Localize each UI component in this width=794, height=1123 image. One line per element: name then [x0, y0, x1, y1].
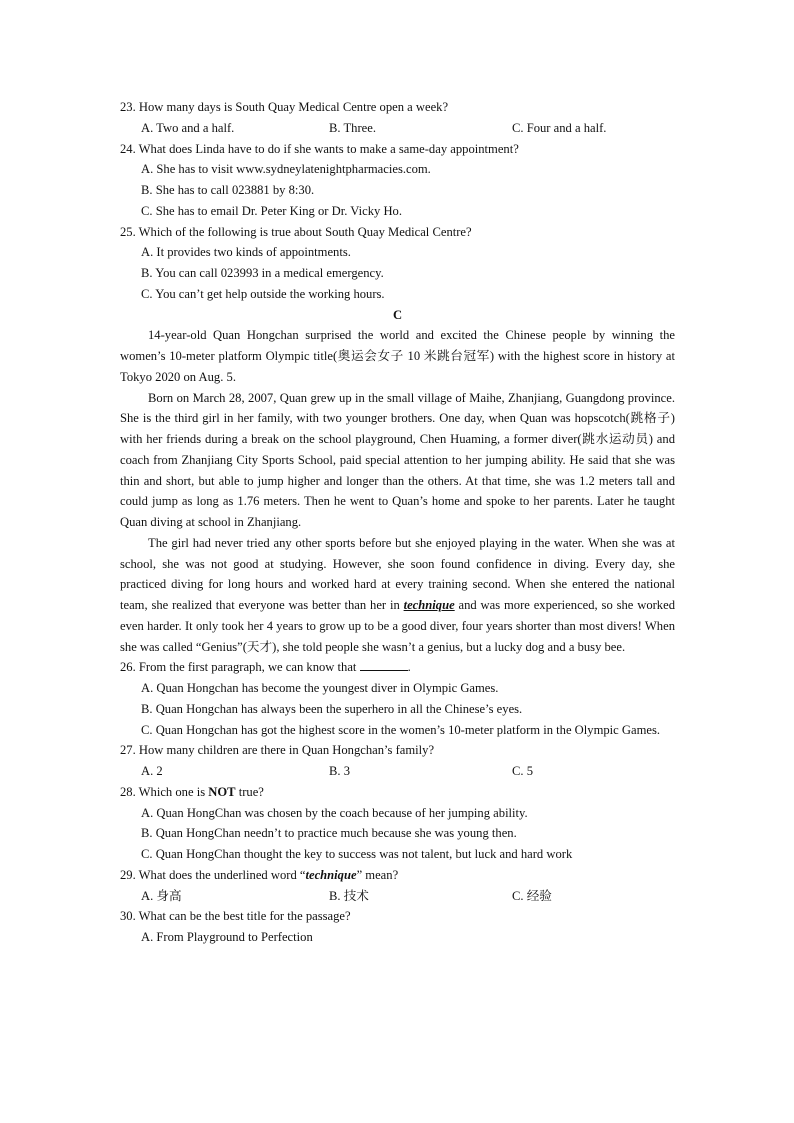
- option-27a: A. 2: [141, 764, 163, 778]
- option-28a: A. Quan HongChan was chosen by the coach because of her jumping ability.: [141, 805, 528, 820]
- option-29b: B. 技术: [329, 888, 369, 903]
- options-29: [120, 886, 675, 907]
- option-28c: C. Quan HongChan thought the key to success was not talent, but luck and hard work: [141, 847, 573, 861]
- option-24a: A. She has to visit www.sydneylatenightpharmacies.com.: [141, 162, 431, 177]
- option-26c: C. Quan Hongchan has got the highest score in the women’s 10-meter platform in the Olympic Games.: [141, 722, 661, 737]
- section-heading: C: [392, 307, 403, 322]
- option-30a: A. From Playground to Perfection: [141, 930, 313, 944]
- option-28b: B. Quan HongChan needn’t to practice much because she was young then.: [141, 826, 517, 841]
- option-29c: C. 经验: [512, 888, 552, 903]
- answer-blank: [360, 658, 408, 671]
- underlined-word: technique: [403, 598, 455, 612]
- question-29-post: ” mean?: [356, 867, 399, 882]
- question-24: 24. What does Linda have to do if she wants to make a same-day appointment?: [120, 141, 519, 156]
- question-28-post: true?: [235, 784, 264, 799]
- question-28-pre: 28. Which one is: [120, 784, 209, 799]
- option-26b: B. Quan Hongchan has always been the superhero in all the Chinese’s eyes.: [141, 701, 523, 716]
- question-25: 25. Which of the following is true about South Quay Medical Centre?: [120, 224, 472, 239]
- question-27: 27. How many children are there in Quan Hongchan’s family?: [120, 743, 435, 758]
- paragraph-1: 14-year-old Quan Hongchan surprised the world and excited the Chinese people by winning the women’s 10-meter platform Olympic title(奥运会女子 10 米跳台冠军) with the highest score in history at Tokyo 2020 on Aug. 5.: [120, 328, 675, 384]
- paragraph-3: [120, 533, 675, 658]
- question-26-stem: 26. From the first paragraph, we can know that: [120, 660, 357, 675]
- question-29-pre: 29. What does the underlined word “: [120, 867, 306, 882]
- option-29a: A. 身高: [141, 888, 182, 903]
- exam-page: [120, 97, 675, 948]
- option-26a: A. Quan Hongchan has become the youngest diver in Olympic Games.: [141, 681, 499, 695]
- option-25b: B. You can call 023993 in a medical emergency.: [141, 266, 384, 280]
- question-30: 30. What can be the best title for the passage?: [120, 909, 351, 924]
- option-24c: C. She has to email Dr. Peter King or Dr. Vicky Ho.: [141, 203, 402, 218]
- option-23a: A. Two and a half.: [141, 120, 235, 135]
- paragraph-3-before: The girl had never tried any other sports before but she enjoyed playing in the water. When she was at school, she was not good at studying. However, she soon found confidence in diving. Every day, she practiced diving for long hours and worked hard at every training second. When she entered the national team, she realized that everyone was better than her in: [120, 535, 675, 612]
- option-27c: C. 5: [512, 764, 533, 778]
- question-29-word: technique: [305, 867, 357, 882]
- question-26: 26. From the first paragraph, we can know that .: [120, 660, 411, 675]
- question-28-bold: NOT: [208, 784, 236, 799]
- option-23c: C. Four and a half.: [512, 120, 607, 135]
- options-23: [120, 118, 675, 139]
- option-27b: B. 3: [329, 764, 350, 778]
- option-24b: B. She has to call 023881 by 8:30.: [141, 183, 315, 197]
- question-29: [120, 865, 675, 886]
- paragraph-2: Born on March 28, 2007, Quan grew up in the small village of Maihe, Zhanjiang, Guangdong province. She is the third girl in her family, with two younger brothers. One day, when Quan was hopscotch(跳格子) with her friends during a break on the school playground, Chen Huaming, a former diver(跳水运动员) and coach from Zhanjiang City Sports School, paid special attention to her jumping ability. He said that she was thin and short, but able to jump higher and longer than the others. At that time, she was 1.2 meters tall and could jump as long as 1.76 meters. Then he went to Quan’s home and spoke to her parents. Later he taught Quan diving at school in Zhanjiang.: [120, 390, 675, 529]
- option-25c: C. You can’t get help outside the working hours.: [141, 286, 385, 301]
- option-25a: A. It provides two kinds of appointments.: [141, 245, 351, 260]
- paragraph-3-after: and was more experienced, so she worked even harder. It only took her 4 years to grow up to be a good diver, four years shorter than most divers! When she was called “Genius”(天才), she told people she wasn’t a genius, but a lucky dog and a busy bee.: [120, 598, 675, 654]
- options-27: [120, 761, 675, 782]
- option-23b: B. Three.: [329, 120, 376, 135]
- question-28: [120, 782, 675, 803]
- question-23: 23. How many days is South Quay Medical Centre open a week?: [120, 100, 449, 114]
